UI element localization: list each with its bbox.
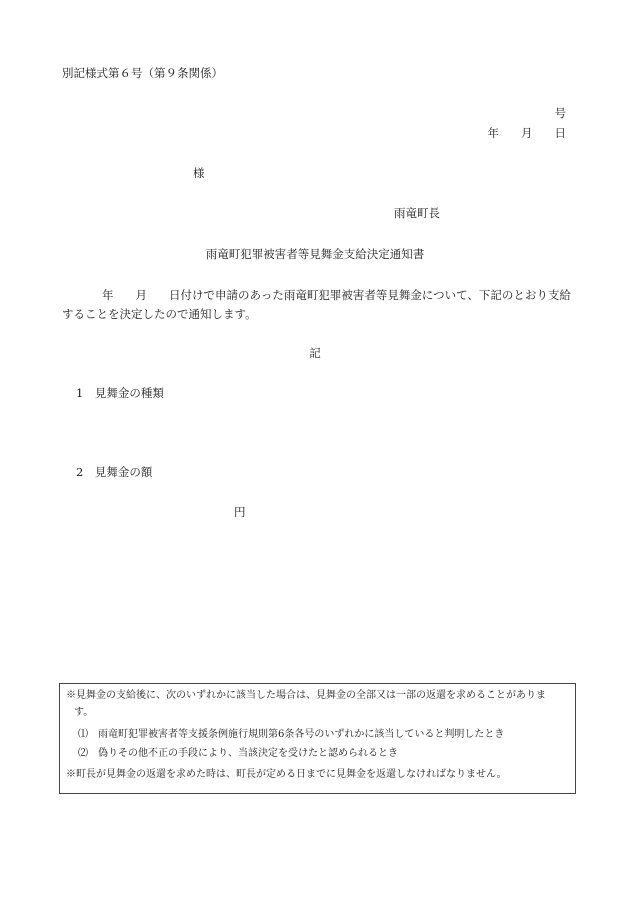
note-1-continued: す。 (74, 707, 94, 718)
item-amount-label: 2 見舞金の額 (76, 465, 153, 479)
body-line-1-rest: 日付けで申請のあった雨竜町犯罪被害者等見舞金について、下記のとおり支給 (169, 288, 571, 302)
document-title: 雨竜町犯罪被害者等見舞金支給決定通知書 (205, 247, 425, 261)
form-id: 別記様式第６号（第９条関係） (62, 66, 223, 80)
issuer: 雨竜町長 (394, 206, 440, 220)
body-year: 年 (102, 288, 114, 302)
notes-box (59, 683, 576, 794)
date-month: 月 (521, 126, 533, 140)
note-2: ※町長が見舞金の返還を求めた時は、町長が定める日までに見舞金を返還しなければなりません。 (66, 769, 507, 780)
item-type-label: 1 見舞金の種類 (76, 386, 164, 400)
body-text (62, 286, 577, 324)
addressee: 様 (193, 166, 205, 180)
note-sub-2: ⑵ 偽りその他不正の手段により、当該決定を受けたと認められるとき (78, 748, 398, 759)
body-month: 月 (135, 288, 147, 302)
note-1: ※見舞金の支給後に、次のいずれかに該当した場合は、見舞金の全部又は一部の返還を求めることがありま (66, 690, 546, 701)
body-line-1 (62, 286, 577, 305)
note-sub-1: ⑴ 雨竜町犯罪被害者等支援条例施行規則第6条各号のいずれかに該当していると判明したとき (78, 729, 505, 740)
ki-heading: 記 (309, 346, 321, 360)
date-day: 日 (554, 126, 566, 140)
amount-unit: 円 (234, 505, 246, 519)
date-year: 年 (487, 126, 499, 140)
issue-date (488, 125, 567, 141)
document-number: 号 (554, 106, 566, 120)
body-line-2: することを決定したので通知します。 (62, 307, 257, 321)
